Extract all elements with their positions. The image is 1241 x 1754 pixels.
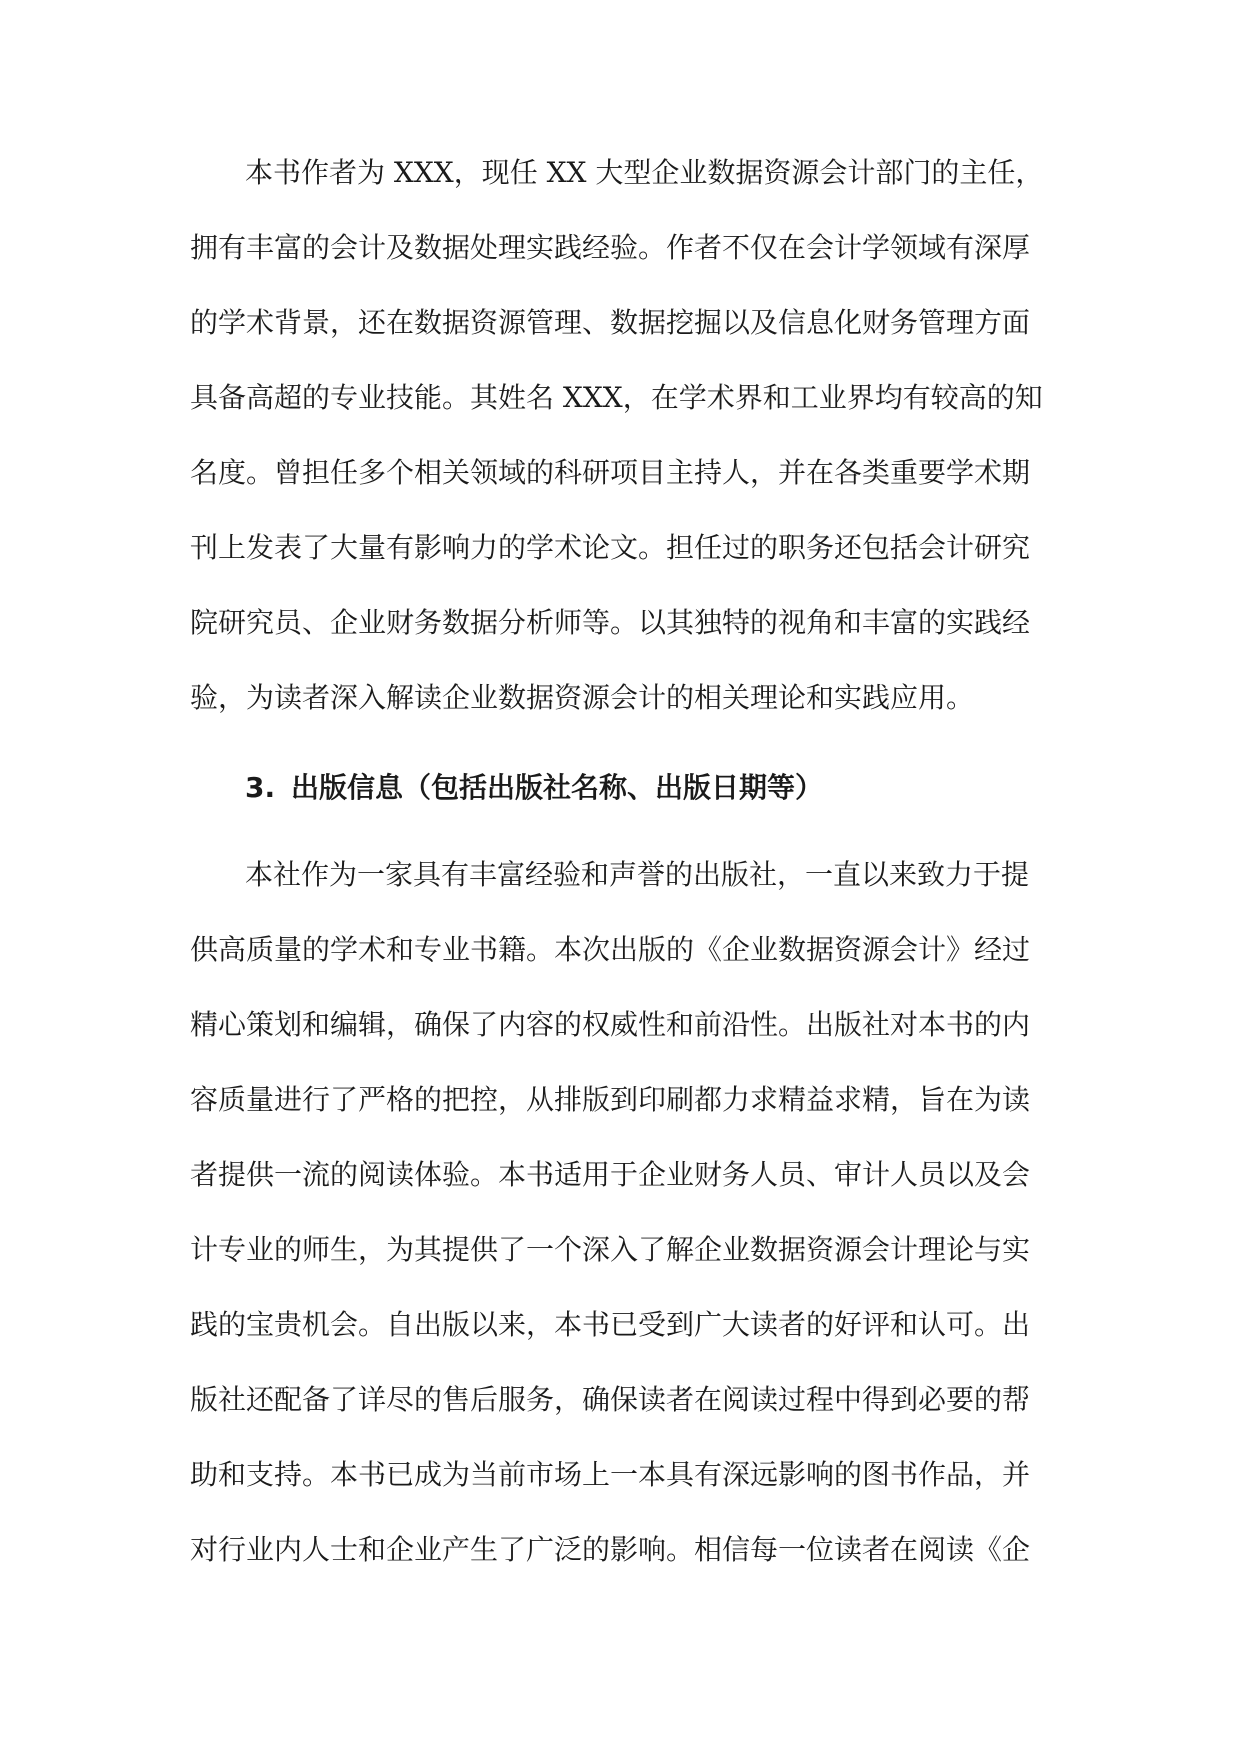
heading-number: 3. xyxy=(245,771,276,804)
paragraph-line: 验，为读者深入解读企业数据资源会计的相关理论和实践应用。 xyxy=(190,681,975,714)
paragraph-line: 者提供一流的阅读体验。本书适用于企业财务人员、审计人员以及会 xyxy=(190,1158,1031,1191)
heading-text: 出版信息（包括出版社名称、出版日期等） xyxy=(291,771,824,804)
paragraph-line: 践的宝贵机会。自出版以来，本书已受到广大读者的好评和认可。出 xyxy=(190,1308,1031,1341)
paragraph-line: 对行业内人士和企业产生了广泛的影响。相信每一位读者在阅读《企 xyxy=(190,1533,1031,1566)
paragraph-line: 本书作者为 XXX，现任 XX 大型企业数据资源会计部门的主任， xyxy=(245,156,1044,189)
paragraph-line: 助和支持。本书已成为当前市场上一本具有深远影响的图书作品，并 xyxy=(190,1458,1031,1491)
paragraph-line: 的学术背景，还在数据资源管理、数据挖掘以及信息化财务管理方面 xyxy=(190,306,1031,339)
paragraph-line: 容质量进行了严格的把控，从排版到印刷都力求精益求精，旨在为读 xyxy=(190,1083,1031,1116)
paragraph-line: 供高质量的学术和专业书籍。本次出版的《企业数据资源会计》经过 xyxy=(190,933,1031,966)
paragraph-line: 院研究员、企业财务数据分析师等。以其独特的视角和丰富的实践经 xyxy=(190,606,1031,639)
paragraph-line: 精心策划和编辑，确保了内容的权威性和前沿性。出版社对本书的内 xyxy=(190,1008,1031,1041)
paragraph-line: 刊上发表了大量有影响力的学术论文。担任过的职务还包括会计研究 xyxy=(190,531,1031,564)
paragraph-line: 具备高超的专业技能。其姓名 XXX，在学术界和工业界均有较高的知 xyxy=(190,381,1043,414)
paragraph-line: 本社作为一家具有丰富经验和声誉的出版社，一直以来致力于提 xyxy=(245,858,1030,891)
paragraph-line: 名度。曾担任多个相关领域的科研项目主持人，并在各类重要学术期 xyxy=(190,456,1031,489)
paragraph-line: 拥有丰富的会计及数据处理实践经验。作者不仅在会计学领域有深厚 xyxy=(190,231,1031,264)
paragraph-line: 计专业的师生，为其提供了一个深入了解企业数据资源会计理论与实 xyxy=(190,1233,1031,1266)
paragraph-line: 版社还配备了详尽的售后服务，确保读者在阅读过程中得到必要的帮 xyxy=(190,1383,1031,1416)
